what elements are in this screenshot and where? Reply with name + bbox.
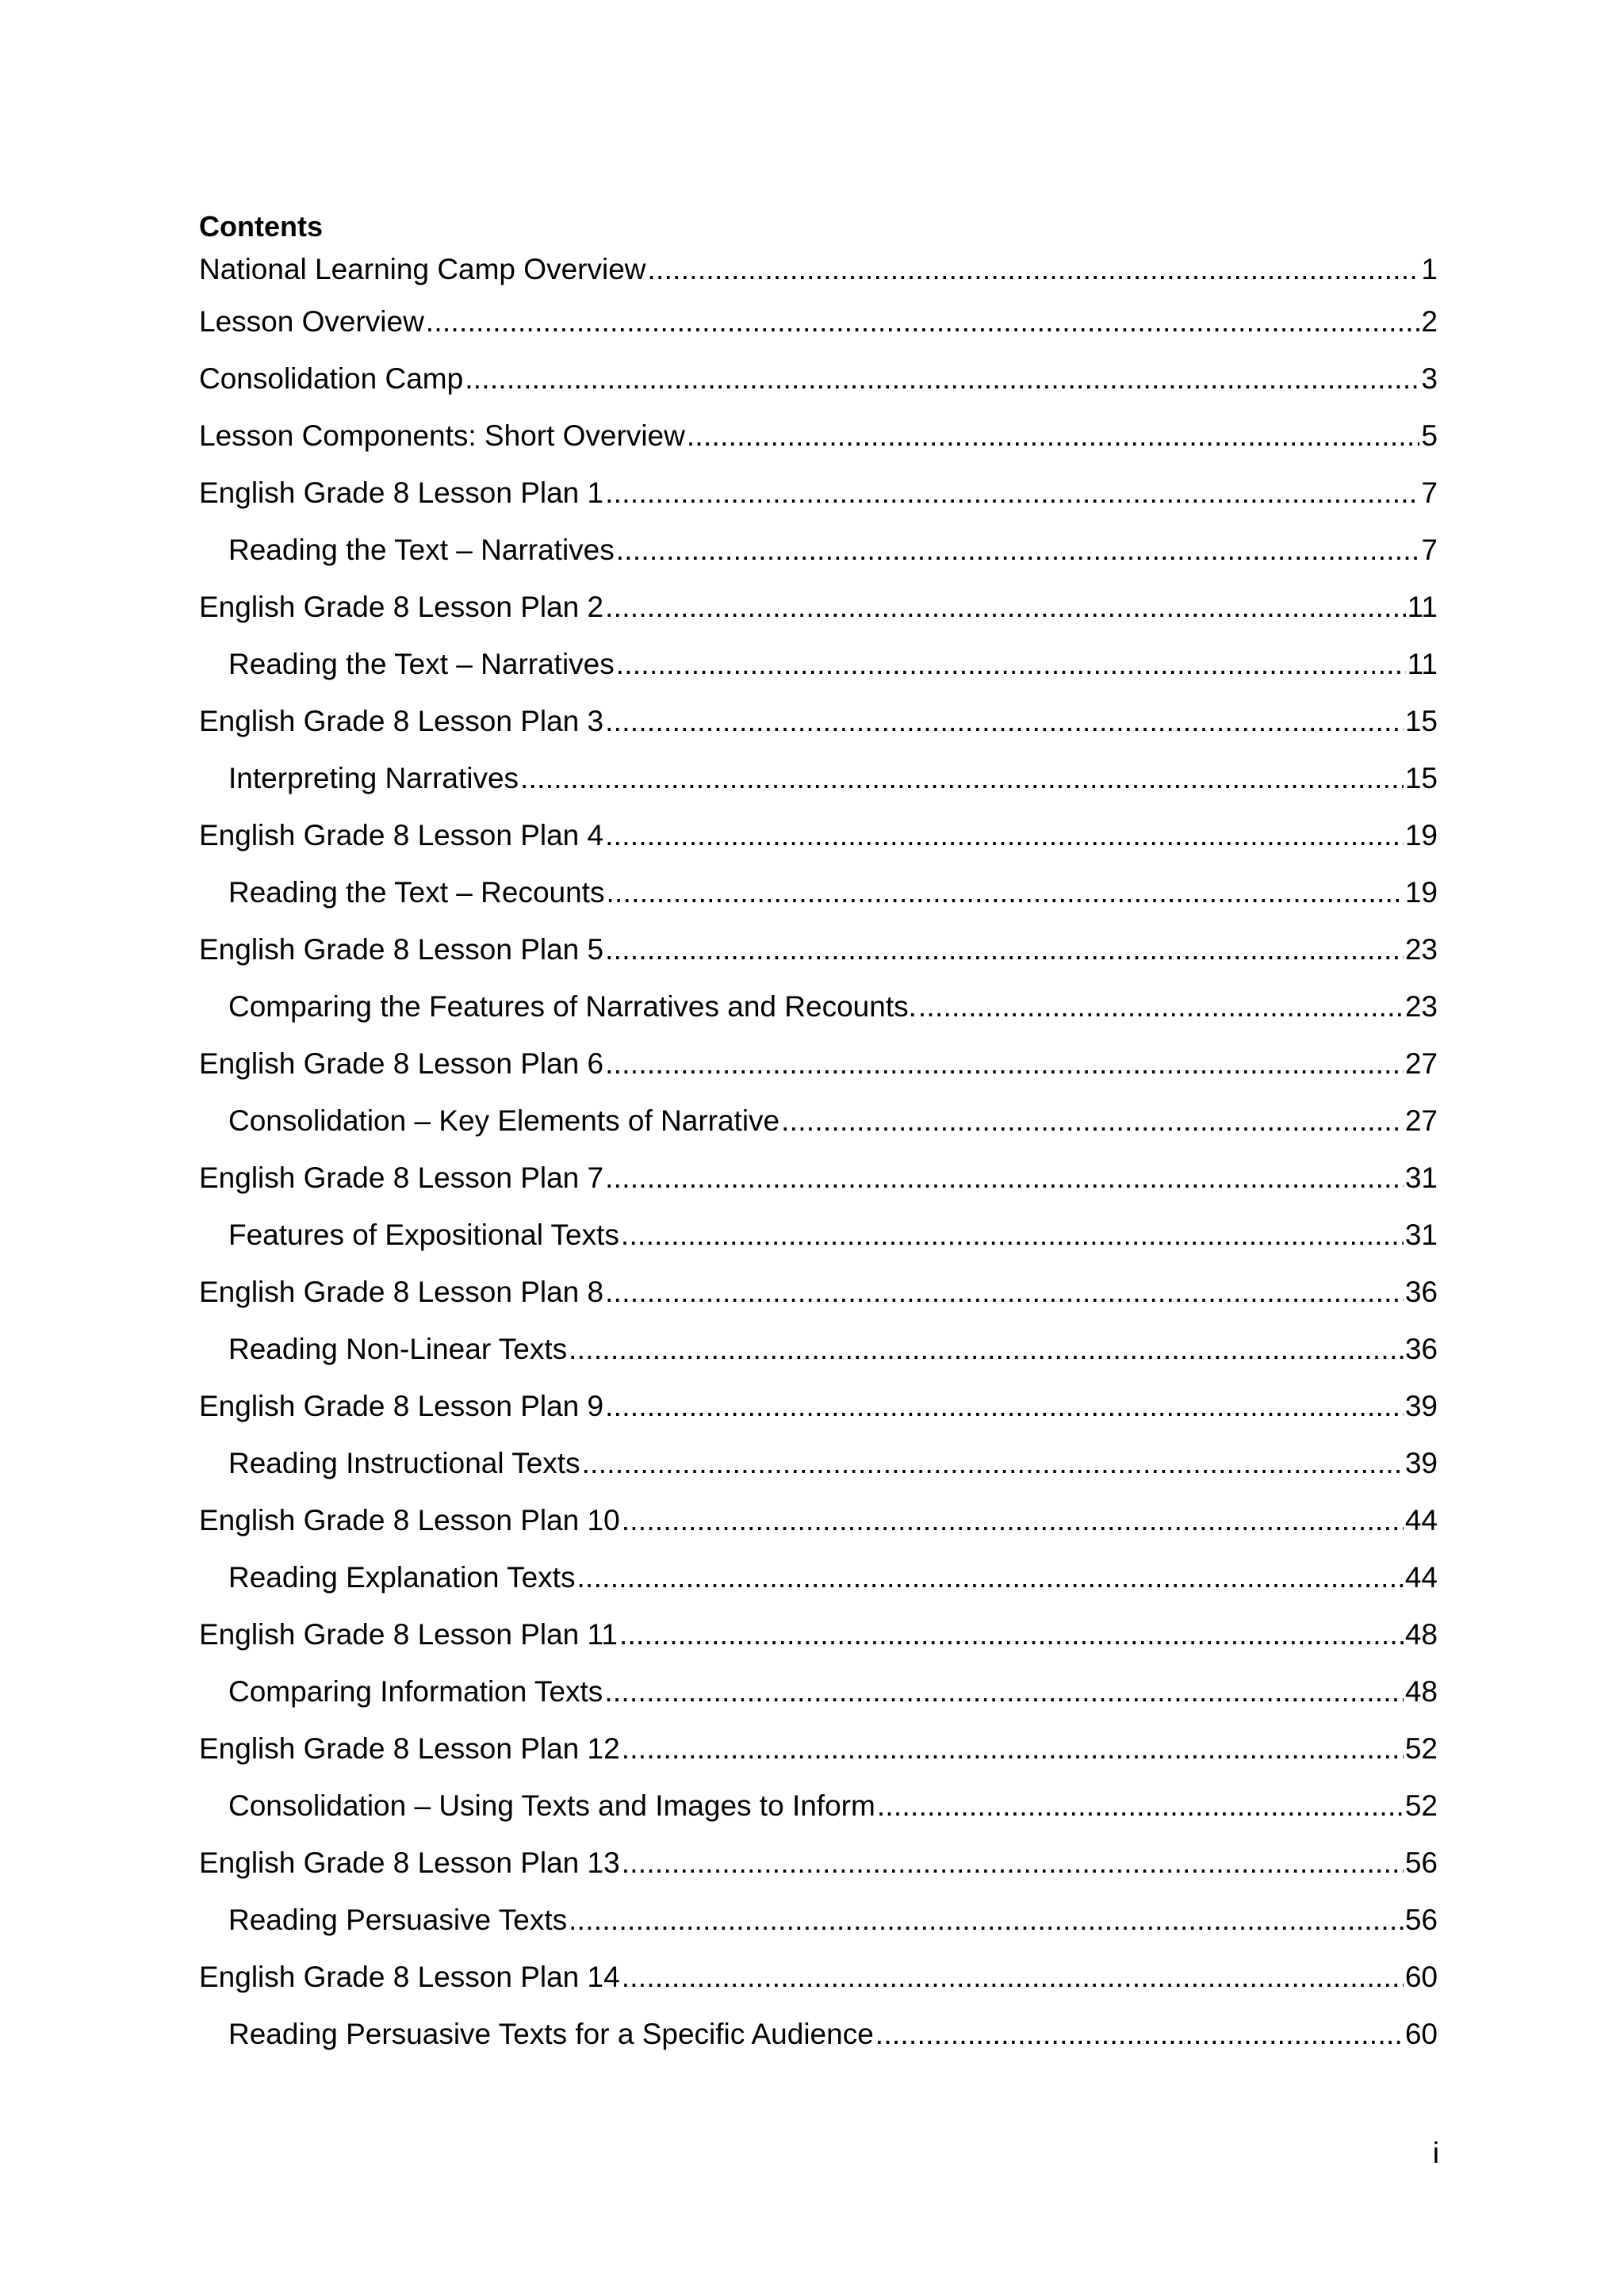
toc-entry-label: English Grade 8 Lesson Plan 7 (199, 1161, 604, 1194)
toc-entry-page-number: 39 (1404, 1447, 1438, 1479)
toc-entry-label: Reading Non-Linear Texts (228, 1333, 568, 1365)
toc-entry[interactable] (199, 1835, 1438, 1892)
toc-entry-page-number: 36 (1404, 1276, 1438, 1308)
toc-dot-leader (605, 465, 1419, 522)
toc-dot-leader (616, 636, 1406, 693)
toc-dot-leader (605, 1378, 1404, 1435)
toc-entry-page-number: 7 (1421, 476, 1438, 509)
toc-entry-label: Reading Persuasive Texts for a Specific Audience (228, 2018, 874, 2050)
toc-entry-page-number: 11 (1407, 591, 1438, 623)
toc-entry-page-number: 27 (1404, 1047, 1438, 1080)
toc-entry-label: Lesson Components: Short Overview (199, 419, 685, 452)
toc-entry[interactable] (199, 750, 1438, 807)
toc-entry-page-number: 19 (1404, 876, 1438, 909)
toc-entry[interactable] (199, 1093, 1438, 1150)
toc-entry-label: English Grade 8 Lesson Plan 4 (199, 819, 604, 851)
toc-dot-leader (877, 1777, 1404, 1835)
toc-dot-leader (605, 579, 1405, 636)
toc-entry-page-number: 48 (1404, 1618, 1438, 1651)
toc-entry[interactable] (199, 864, 1438, 921)
toc-dot-leader (604, 1663, 1404, 1720)
toc-entry[interactable] (199, 1549, 1438, 1606)
page-number: i (1432, 2137, 1439, 2169)
toc-dot-leader (918, 978, 1404, 1035)
toc-entry[interactable] (199, 1264, 1438, 1321)
toc-entry-page-number: 60 (1404, 2018, 1438, 2050)
toc-dot-leader (605, 693, 1404, 750)
toc-dot-leader (569, 1321, 1404, 1378)
toc-dot-leader (648, 246, 1420, 293)
toc-entry-page-number: 31 (1404, 1219, 1438, 1251)
toc-entry-page-number: 19 (1404, 819, 1438, 851)
toc-dot-leader (622, 1720, 1404, 1777)
toc-entry[interactable] (199, 465, 1438, 522)
toc-entry[interactable] (199, 1035, 1438, 1093)
toc-entry-page-number: 15 (1404, 762, 1438, 794)
toc-entry[interactable] (199, 1492, 1438, 1549)
toc-dot-leader (569, 1892, 1404, 1949)
toc-entry-label: English Grade 8 Lesson Plan 5 (199, 933, 604, 966)
toc-entry-page-number: 5 (1421, 419, 1438, 452)
toc-entry[interactable] (199, 522, 1438, 579)
toc-entry-page-number: 60 (1404, 1961, 1438, 1993)
toc-dot-leader (605, 1264, 1404, 1321)
toc-entry[interactable] (199, 807, 1438, 864)
toc-entry-label: English Grade 8 Lesson Plan 9 (199, 1390, 604, 1422)
toc-dot-leader (875, 2006, 1404, 2063)
toc-entry-label: Reading the Text – Recounts (228, 876, 605, 909)
toc-entry[interactable] (199, 579, 1438, 636)
toc-entry[interactable] (199, 1435, 1438, 1492)
toc-entry-label: English Grade 8 Lesson Plan 1 (199, 476, 604, 509)
toc-entry[interactable] (199, 408, 1438, 465)
toc-entry-label: Consolidation – Key Elements of Narrative (228, 1104, 780, 1137)
toc-entry-page-number: 36 (1404, 1333, 1438, 1365)
toc-entry-label: Reading the Text – Narratives (228, 534, 615, 566)
toc-dot-leader (687, 408, 1420, 465)
toc-entry-page-number: 2 (1421, 305, 1438, 338)
toc-entry-label: Reading Instructional Texts (228, 1447, 580, 1479)
toc-dot-leader (622, 1492, 1404, 1549)
toc-entry-page-number: 56 (1404, 1846, 1438, 1879)
toc-entry[interactable] (199, 1378, 1438, 1435)
toc-entry-page-number: 31 (1404, 1161, 1438, 1194)
toc-entry[interactable] (199, 1207, 1438, 1264)
toc-entry-page-number: 23 (1404, 990, 1438, 1023)
toc-entry-label: English Grade 8 Lesson Plan 14 (199, 1961, 620, 1993)
toc-entry-label: Comparing Information Texts (228, 1675, 603, 1708)
toc-entry-label: Interpreting Narratives (228, 762, 519, 794)
toc-entry-page-number: 1 (1421, 253, 1438, 285)
toc-entry[interactable] (199, 350, 1438, 408)
toc-entry-page-number: 27 (1404, 1104, 1438, 1137)
toc-entry-page-number: 23 (1404, 933, 1438, 966)
toc-entry[interactable] (199, 1321, 1438, 1378)
toc-dot-leader (622, 1949, 1404, 2006)
toc-dot-leader (605, 921, 1404, 978)
toc-entry-label: English Grade 8 Lesson Plan 8 (199, 1276, 604, 1308)
toc-entry[interactable] (199, 1949, 1438, 2006)
toc-entry[interactable] (199, 1892, 1438, 1949)
toc-entry-page-number: 39 (1404, 1390, 1438, 1422)
toc-entry[interactable] (199, 921, 1438, 978)
toc-entry-page-number: 52 (1404, 1732, 1438, 1765)
toc-entry[interactable] (199, 293, 1438, 350)
toc-entry-page-number: 3 (1421, 362, 1438, 395)
toc-entry-page-number: 48 (1404, 1675, 1438, 1708)
toc-entry-label: Reading Persuasive Texts (228, 1904, 568, 1936)
toc-dot-leader (426, 293, 1420, 350)
toc-entry[interactable] (199, 693, 1438, 750)
toc-entry[interactable] (199, 1720, 1438, 1777)
toc-entry-label: Comparing the Features of Narratives and Recounts. (228, 990, 917, 1023)
toc-entry[interactable] (199, 636, 1438, 693)
toc-entry[interactable] (199, 1150, 1438, 1207)
toc-entry-page-number: 44 (1404, 1561, 1438, 1594)
toc-dot-leader (619, 1606, 1404, 1663)
toc-list (199, 246, 1438, 2063)
toc-entry-page-number: 56 (1404, 1904, 1438, 1936)
toc-entry-label: Lesson Overview (199, 305, 424, 338)
toc-entry-label: English Grade 8 Lesson Plan 11 (199, 1618, 618, 1651)
toc-dot-leader (520, 750, 1404, 807)
toc-dot-leader (582, 1435, 1404, 1492)
toc-entry[interactable] (199, 1663, 1438, 1720)
toc-dot-leader (606, 864, 1403, 921)
toc-entry-page-number: 52 (1404, 1789, 1438, 1822)
toc-entry-page-number: 7 (1421, 534, 1438, 566)
toc-entry[interactable] (199, 978, 1438, 1035)
toc-entry-label: English Grade 8 Lesson Plan 13 (199, 1846, 620, 1879)
toc-entry-label: Consolidation Camp (199, 362, 464, 395)
toc-entry-label: Consolidation – Using Texts and Images to Inform (228, 1789, 875, 1822)
toc-entry-label: English Grade 8 Lesson Plan 12 (199, 1732, 620, 1765)
toc-dot-leader (605, 807, 1404, 864)
toc-entry-label: English Grade 8 Lesson Plan 10 (199, 1504, 620, 1536)
toc-entry-page-number: 15 (1404, 705, 1438, 737)
toc-entry[interactable] (199, 1606, 1438, 1663)
toc-dot-leader (605, 1150, 1404, 1207)
toc-entry[interactable] (199, 246, 1438, 293)
toc-entry-label: English Grade 8 Lesson Plan 2 (199, 591, 604, 623)
toc-dot-leader (616, 522, 1420, 579)
toc-entry-page-number: 11 (1407, 648, 1438, 680)
toc-title: Contents (199, 210, 323, 243)
toc-dot-leader (621, 1207, 1404, 1264)
toc-entry[interactable] (199, 2006, 1438, 2063)
toc-dot-leader (622, 1835, 1404, 1892)
toc-entry[interactable] (199, 1777, 1438, 1835)
toc-entry-label: English Grade 8 Lesson Plan 3 (199, 705, 604, 737)
toc-entry-page-number: 44 (1404, 1504, 1438, 1536)
toc-entry-label: Reading Explanation Texts (228, 1561, 576, 1594)
toc-dot-leader (781, 1093, 1404, 1150)
toc-dot-leader (605, 1035, 1404, 1093)
toc-entry-label: English Grade 8 Lesson Plan 6 (199, 1047, 604, 1080)
toc-entry-label: National Learning Camp Overview (199, 253, 646, 285)
toc-entry-label: Features of Expositional Texts (228, 1219, 619, 1251)
toc-dot-leader (465, 350, 1419, 408)
toc-entry-label: Reading the Text – Narratives (228, 648, 615, 680)
toc-dot-leader (576, 1549, 1403, 1606)
table-of-contents (199, 208, 1438, 2063)
